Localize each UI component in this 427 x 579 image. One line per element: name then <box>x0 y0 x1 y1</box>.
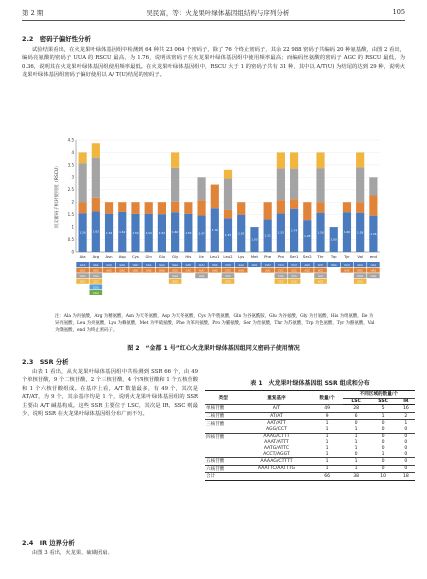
bar-value-label: 1.53 <box>132 230 139 235</box>
section-heading-2-4: 2.4 IR 边界分析 <box>22 539 75 547</box>
bar-segment <box>79 163 87 202</box>
bar-segment <box>369 196 377 216</box>
x-tick-label: Ser2 <box>302 254 312 259</box>
codon-label: GUA <box>357 263 364 267</box>
y-tick-label: 4.5 <box>67 137 74 143</box>
bar-segment <box>224 179 232 210</box>
cell-ssc: 0 <box>370 465 397 473</box>
bar-segment <box>184 202 192 214</box>
codon-label: UCG <box>291 280 297 284</box>
codon-label: UAU <box>344 263 350 267</box>
bar-value-label: 1.60 <box>172 230 179 235</box>
bar-segment <box>369 177 377 195</box>
cell-lsc: 1 <box>343 457 370 465</box>
table-caption: 表 1 火龙果叶绿体基因组 SSR 组成和分布 <box>250 380 370 387</box>
codon-label: AGC <box>304 269 311 273</box>
cell-type: 五核苷酸 <box>205 457 241 465</box>
codon-label: CGA <box>93 275 99 279</box>
codon-label: GCU <box>79 280 86 284</box>
codon-label: CCC <box>278 269 284 273</box>
bar-value-label: 1.58 <box>357 230 364 235</box>
cell-type: 二核苷酸 <box>205 412 241 420</box>
codon-label: CGG <box>92 286 99 290</box>
th-type: 类型 <box>205 391 241 405</box>
bar-segment <box>264 202 272 219</box>
codon-label: AUA <box>198 275 205 279</box>
bar-segment <box>197 200 205 215</box>
cell-motif: AAAAG/CTTTT <box>241 457 311 465</box>
bar-value-label: 1.46 <box>370 231 377 236</box>
cell-motif <box>241 473 311 481</box>
cell-ssc: 0 <box>370 457 397 465</box>
bar-value-label: 1.56 <box>79 230 86 235</box>
table-row <box>205 473 415 481</box>
bar-segment <box>316 152 324 168</box>
bar-segment <box>290 152 298 168</box>
cell-motif: AAT/ATT <box>241 420 311 427</box>
cell-count: 1 <box>325 427 329 433</box>
cell-ir: 0 <box>404 446 408 452</box>
codon-label: AUU <box>198 263 205 267</box>
cell-ir: 16 <box>397 405 415 413</box>
rscu-chart <box>50 134 382 312</box>
cell-motif: AATG/ATTC <box>263 446 290 452</box>
x-tick-label: Tyr <box>344 254 350 259</box>
cell-motif: AAAG/CTTT <box>241 433 311 440</box>
x-tick-label: Pro <box>277 254 284 259</box>
th-motif: 重复基序 <box>241 391 311 405</box>
bar-segment <box>277 168 285 200</box>
th-ssc: SSC <box>370 398 397 405</box>
codon-label: AAA <box>238 263 244 267</box>
y-tick-label: 1 <box>71 224 74 230</box>
bar-segment <box>131 202 139 214</box>
bar-segment <box>277 200 285 213</box>
bar-value-label: 1.63 <box>92 229 99 234</box>
codon-label: AGA <box>93 263 99 267</box>
bar-segment <box>224 210 232 218</box>
x-tick-label: Val <box>357 254 364 259</box>
codon-label: UUU <box>264 263 271 267</box>
cell-count: 1 <box>325 440 329 446</box>
codon-label: UAC <box>344 269 350 273</box>
issue-number: 第 2 期 <box>22 8 44 17</box>
th-count: 数量/个 <box>312 391 343 405</box>
cell-count: 1 <box>312 433 343 440</box>
cell-count: 1 <box>325 451 329 457</box>
bar-value-label: 1.60 <box>343 230 351 235</box>
cell-ssc: 0 <box>381 427 385 433</box>
bar-segment <box>224 170 232 179</box>
x-tick-label: Arg <box>92 254 100 259</box>
table-row <box>205 405 415 413</box>
cell-ir: 0 <box>404 451 408 457</box>
x-tick-label: Trp <box>330 254 337 259</box>
codon-label: CUG <box>225 280 231 284</box>
cell-ssc: 10 <box>370 473 397 481</box>
table-row <box>205 412 415 420</box>
codon-label: AAG <box>238 269 245 273</box>
bar-segment <box>356 152 364 167</box>
y-axis-label: 同义密码子相对使用度（RSCU） <box>55 163 60 229</box>
codon-label: UGU <box>132 263 139 267</box>
bar-segment <box>303 202 311 220</box>
table-row <box>205 457 415 465</box>
codon-label: CCG <box>278 280 284 284</box>
table-row <box>205 465 415 473</box>
codon-label: UUC <box>264 269 271 273</box>
running-header <box>22 6 405 21</box>
y-tick-label: 3 <box>71 174 74 180</box>
y-tick-label: 2.5 <box>67 187 74 193</box>
y-tick-label: 0.5 <box>67 236 74 242</box>
x-tick-label: Leu1 <box>210 254 220 259</box>
bar-segment <box>171 168 179 202</box>
cell-ssc: 5 <box>370 405 397 413</box>
cell-ssc: 0 <box>370 420 397 427</box>
codon-label: CAA <box>145 263 152 267</box>
cell-ssc: 0 <box>381 446 385 452</box>
th-ir: IR <box>397 398 415 405</box>
codon-label: GGG <box>172 275 179 279</box>
bar-segment <box>277 152 285 168</box>
bar-value-label: 1.54 <box>105 230 113 235</box>
cell-motif: ACCT/AGGT <box>263 451 290 457</box>
cell-type: 单核苷酸 <box>205 405 241 413</box>
bar-value-label: 1.47 <box>198 231 205 236</box>
cell-ir: 18 <box>397 473 415 481</box>
cell-ssc: 0 <box>370 433 397 440</box>
bar-value-label: 1.53 <box>185 230 192 235</box>
section-heading-2-3: 2.3 SSR 分析 <box>22 358 69 366</box>
cell-lsc: 6 <box>343 412 370 420</box>
codon-label: UGC <box>132 269 139 273</box>
cell-lsc: 0 <box>354 451 358 457</box>
figure-legend-note: 注：Ala 为丙氨酸，Arg 为精氨酸，Asn 为天冬氨酸，Asp 为天冬氨酸，Cys 为半胱氨酸，Gln 为谷氨酰胺，Glu 为谷氨酸，Gly 为甘氨酸，His 为组氨酸，Ile 为异亮氨酸，Leu 为亮氨酸，Lys 为赖氨酸，Met 为甲硫氨酸，Phe 为苯丙氨酸，Pro 为脯氨酸，Ser 为丝氨酸，Thr 为苏氨酸，Trp 为色氨酸，Tyr 为酪氨酸，Val 为缬氨酸，end 为终止密码子。 <box>55 314 375 333</box>
codon-label: UCC <box>291 269 297 273</box>
x-tick-label: His <box>185 254 192 259</box>
cell-count: 1 <box>312 465 343 473</box>
bar-value-label: 1.35 <box>224 233 232 238</box>
x-tick-label: end <box>369 254 377 259</box>
bar-segment <box>158 202 166 214</box>
cell-motif: AGG/CCT <box>266 427 287 433</box>
x-tick-label: Phe <box>264 254 272 259</box>
bar-segment <box>79 152 87 163</box>
bar-segment <box>211 185 219 209</box>
bar-value-label: 1.76 <box>211 228 218 233</box>
y-tick-label: 1.5 <box>67 212 74 218</box>
cell-ir: 2 <box>397 412 415 420</box>
codon-label: ACC <box>317 269 324 273</box>
codon-label: UGG <box>330 263 337 267</box>
cell-lsc: 38 <box>343 473 370 481</box>
bar-segment <box>171 202 179 212</box>
codon-label: CAG <box>145 269 152 273</box>
codon-label: GUC <box>357 269 364 273</box>
cell-type: 三核苷酸 <box>205 420 241 427</box>
codon-label: CCA <box>278 275 284 279</box>
bar-value-label: 1.31 <box>264 233 271 238</box>
codon-label: AGU <box>304 263 311 267</box>
cell-type: 四核苷酸 <box>205 433 241 440</box>
section-heading-2-2: 2.2 密码子偏好性分析 <box>22 35 91 43</box>
bar-segment <box>356 167 364 202</box>
bar-segment <box>92 198 100 212</box>
codon-label: GCA <box>79 263 86 267</box>
x-tick-label: Cys <box>132 254 139 259</box>
codon-label: CAC <box>185 269 192 273</box>
table-row <box>205 420 415 427</box>
cell-ir: 0 <box>404 440 408 446</box>
cell-motif: AAATTC/AATTTG <box>241 465 311 473</box>
codon-label: AAU <box>106 263 112 267</box>
codon-label: GGC <box>172 269 179 273</box>
bar-value-label: 1.52 <box>158 231 166 236</box>
bar-segment <box>105 202 113 213</box>
x-tick-label: Gln <box>145 254 152 259</box>
codon-label: CCU <box>278 263 284 267</box>
bar-value-label: 1.50 <box>238 231 245 236</box>
bar-segment <box>343 202 351 212</box>
cell-type: 六核苷酸 <box>205 465 241 473</box>
codon-label: ACU <box>317 263 324 267</box>
cell-lsc: 28 <box>343 405 370 413</box>
codon-label: CUC <box>225 269 231 273</box>
y-tick-label: 4 <box>71 149 74 155</box>
codon-label: GAC <box>119 269 126 273</box>
codon-label: UAG <box>370 269 377 273</box>
article-running-title: 吴民富，等：火龙果叶绿体基因组结构与序列分析 <box>146 8 290 17</box>
x-tick-label: Ser1 <box>289 254 299 259</box>
codon-label: GCC <box>79 269 86 273</box>
x-tick-label: Asp <box>118 254 126 259</box>
cell-motif: A/T <box>241 405 311 413</box>
cell-ir: 0 <box>397 457 415 465</box>
cell-motif: AT/AT <box>241 412 311 420</box>
x-tick-label: Asn <box>105 254 113 259</box>
cell-count: 9 <box>312 412 343 420</box>
codon-label: AUC <box>198 269 205 273</box>
codon-label: GUG <box>357 275 364 279</box>
codon-label: GGU <box>172 280 179 284</box>
codon-label: UCA <box>291 275 297 279</box>
cell-lsc: 1 <box>343 465 370 473</box>
cell-lsc: 1 <box>354 440 358 446</box>
bar-segment <box>79 202 87 213</box>
bar-segment <box>118 202 126 212</box>
bar-segment <box>92 158 100 198</box>
codon-label: UCU <box>291 263 297 267</box>
page-number: 105 <box>392 8 405 16</box>
bar-segment <box>290 199 298 208</box>
bar-value-label: 1.55 <box>277 230 284 235</box>
bar-value-label: 1.00 <box>251 237 258 242</box>
bar-value-label: 1.74 <box>290 228 298 233</box>
figure-caption: 图 2 “金都 1 号”红心火龙果叶绿体基因组同义密码子使用情况 <box>127 345 300 352</box>
x-tick-label: Gly <box>172 254 179 259</box>
bar-value-label: 1.54 <box>145 230 152 235</box>
bar-segment <box>145 202 153 213</box>
codon-label: ACG <box>317 280 324 284</box>
cell-lsc: 0 <box>343 420 370 427</box>
codon-label: GUU <box>357 280 364 284</box>
bar-segment <box>237 202 245 214</box>
bar-segment <box>290 169 298 200</box>
codon-label: AGG <box>92 269 99 273</box>
paragraph-ssr: 由表 1 看出，从火龙果叶绿体基因组中共检测到 SSR 66 个，由 49 个单核苷酸，9 个二核苷酸，2 个三核苷酸，4 个四核苷酸和 1 个五核苷酸和 1 个六核苷酸组成。在基序上看，A/T 数量最多，有 49 个，其次是 AT/AT，为 9 个，其余基序均是 1 个，说明火龙果叶绿体基因组的 SSR 主要由 A/T 碱基构成。这些 SSR 主要位于 LSC，其次是 IR，SSC 则最少，说明 SSR 在火龙果叶绿体基因组分布广而不匀。 <box>22 369 198 418</box>
cell-ssc: 1 <box>370 412 397 420</box>
codon-label: ACA <box>317 275 324 279</box>
y-tick-label: 0 <box>71 249 74 255</box>
paragraph-ir-boundary: 由图 3 看出，火龙果、硫磺团扇、 <box>32 550 113 556</box>
codon-label: GAA <box>159 263 165 267</box>
codon-label: GGA <box>172 263 179 267</box>
x-tick-label: Met <box>250 254 258 259</box>
cell-count: 49 <box>312 405 343 413</box>
cell-motif: AAAT/ATTT <box>264 440 289 446</box>
x-tick-label: Leu2 <box>223 254 233 259</box>
ssr-table <box>205 390 415 481</box>
y-tick-label: 3.5 <box>67 162 74 168</box>
th-lsc: LSC <box>343 398 370 405</box>
codon-label: UUG <box>211 269 218 273</box>
codon-label: AAC <box>106 269 112 273</box>
y-tick-label: 2 <box>71 199 74 205</box>
codon-label: CGU <box>92 291 99 295</box>
cell-lsc: 1 <box>343 433 370 440</box>
bar-segment <box>316 202 324 212</box>
cell-count: 1 <box>312 420 343 427</box>
codon-label: CUU <box>225 263 231 267</box>
x-tick-label: Glu <box>158 254 166 259</box>
cell-type: 合计 <box>205 473 241 481</box>
bar-segment <box>171 152 179 167</box>
x-tick-label: Ala <box>79 254 86 259</box>
x-tick-label: Lys <box>238 254 245 259</box>
cell-ir: 1 <box>397 420 415 427</box>
cell-count: 66 <box>312 473 343 481</box>
cell-lsc: 1 <box>354 427 358 433</box>
cell-ir: 0 <box>397 465 415 473</box>
rscu-chart-svg <box>50 134 382 312</box>
cell-ir: 0 <box>404 427 408 433</box>
cell-count: 1 <box>325 446 329 452</box>
x-tick-label: Thr <box>317 254 324 259</box>
bar-value-label: 1.28 <box>304 234 311 239</box>
bar-segment <box>356 202 364 212</box>
codon-label: CUA <box>225 275 231 279</box>
codon-label: GCG <box>79 275 86 279</box>
codon-label: CAU <box>185 263 192 267</box>
cell-count: 1 <box>312 457 343 465</box>
codon-label: UAA <box>370 263 377 267</box>
bar-segment <box>92 143 100 157</box>
cell-ssc: 0 <box>381 440 385 446</box>
cell-lsc: 1 <box>354 446 358 452</box>
bar-segment <box>316 168 324 202</box>
codon-label: UGA <box>370 275 377 279</box>
bar-segment <box>197 177 205 200</box>
x-tick-label: Ile <box>199 254 204 259</box>
cell-ir: 0 <box>397 433 415 440</box>
codon-label: GAG <box>159 269 165 273</box>
th-region-group: 不同区域的数量/个 <box>343 391 415 399</box>
codon-label: AUG <box>251 263 258 267</box>
codon-label: GAU <box>119 263 126 267</box>
paragraph-codon-usage: 试验结果看出，在火龙果叶绿体基因组中检测到 64 种共 23 064 个密码子，除了 76 个终止密码子，其余 22 988 密码子共编码 20 种氨基酸，由图 2 看出，编码亮氨酸的密码子 UUA 的 RSCU 最高，为 1.76，说明该密码子在火龙果叶绿体基因组中使用频率最高；而编码丝氨酸的密码子 AGC 的 RSCU 最低，为 0.36，说明其在火龙果叶绿体基因组使用频率最低。在火龙果叶绿体基因组中，RSCU 大于 1 的密码子共有 31 种，其中以 A/T(U) 为结尾的达到 29 种，说明火龙果叶绿体基因组密码子偏好使用以 A/ T(U)结尾的密码子。 <box>22 47 405 79</box>
bar-value-label: 1.58 <box>317 230 324 235</box>
cell-ssc: 1 <box>381 451 385 457</box>
codon-label: CGC <box>93 280 99 284</box>
bar-value-label: 1.00 <box>330 237 337 242</box>
codon-label: UUA <box>211 263 218 267</box>
bar-value-label: 1.61 <box>119 229 126 234</box>
